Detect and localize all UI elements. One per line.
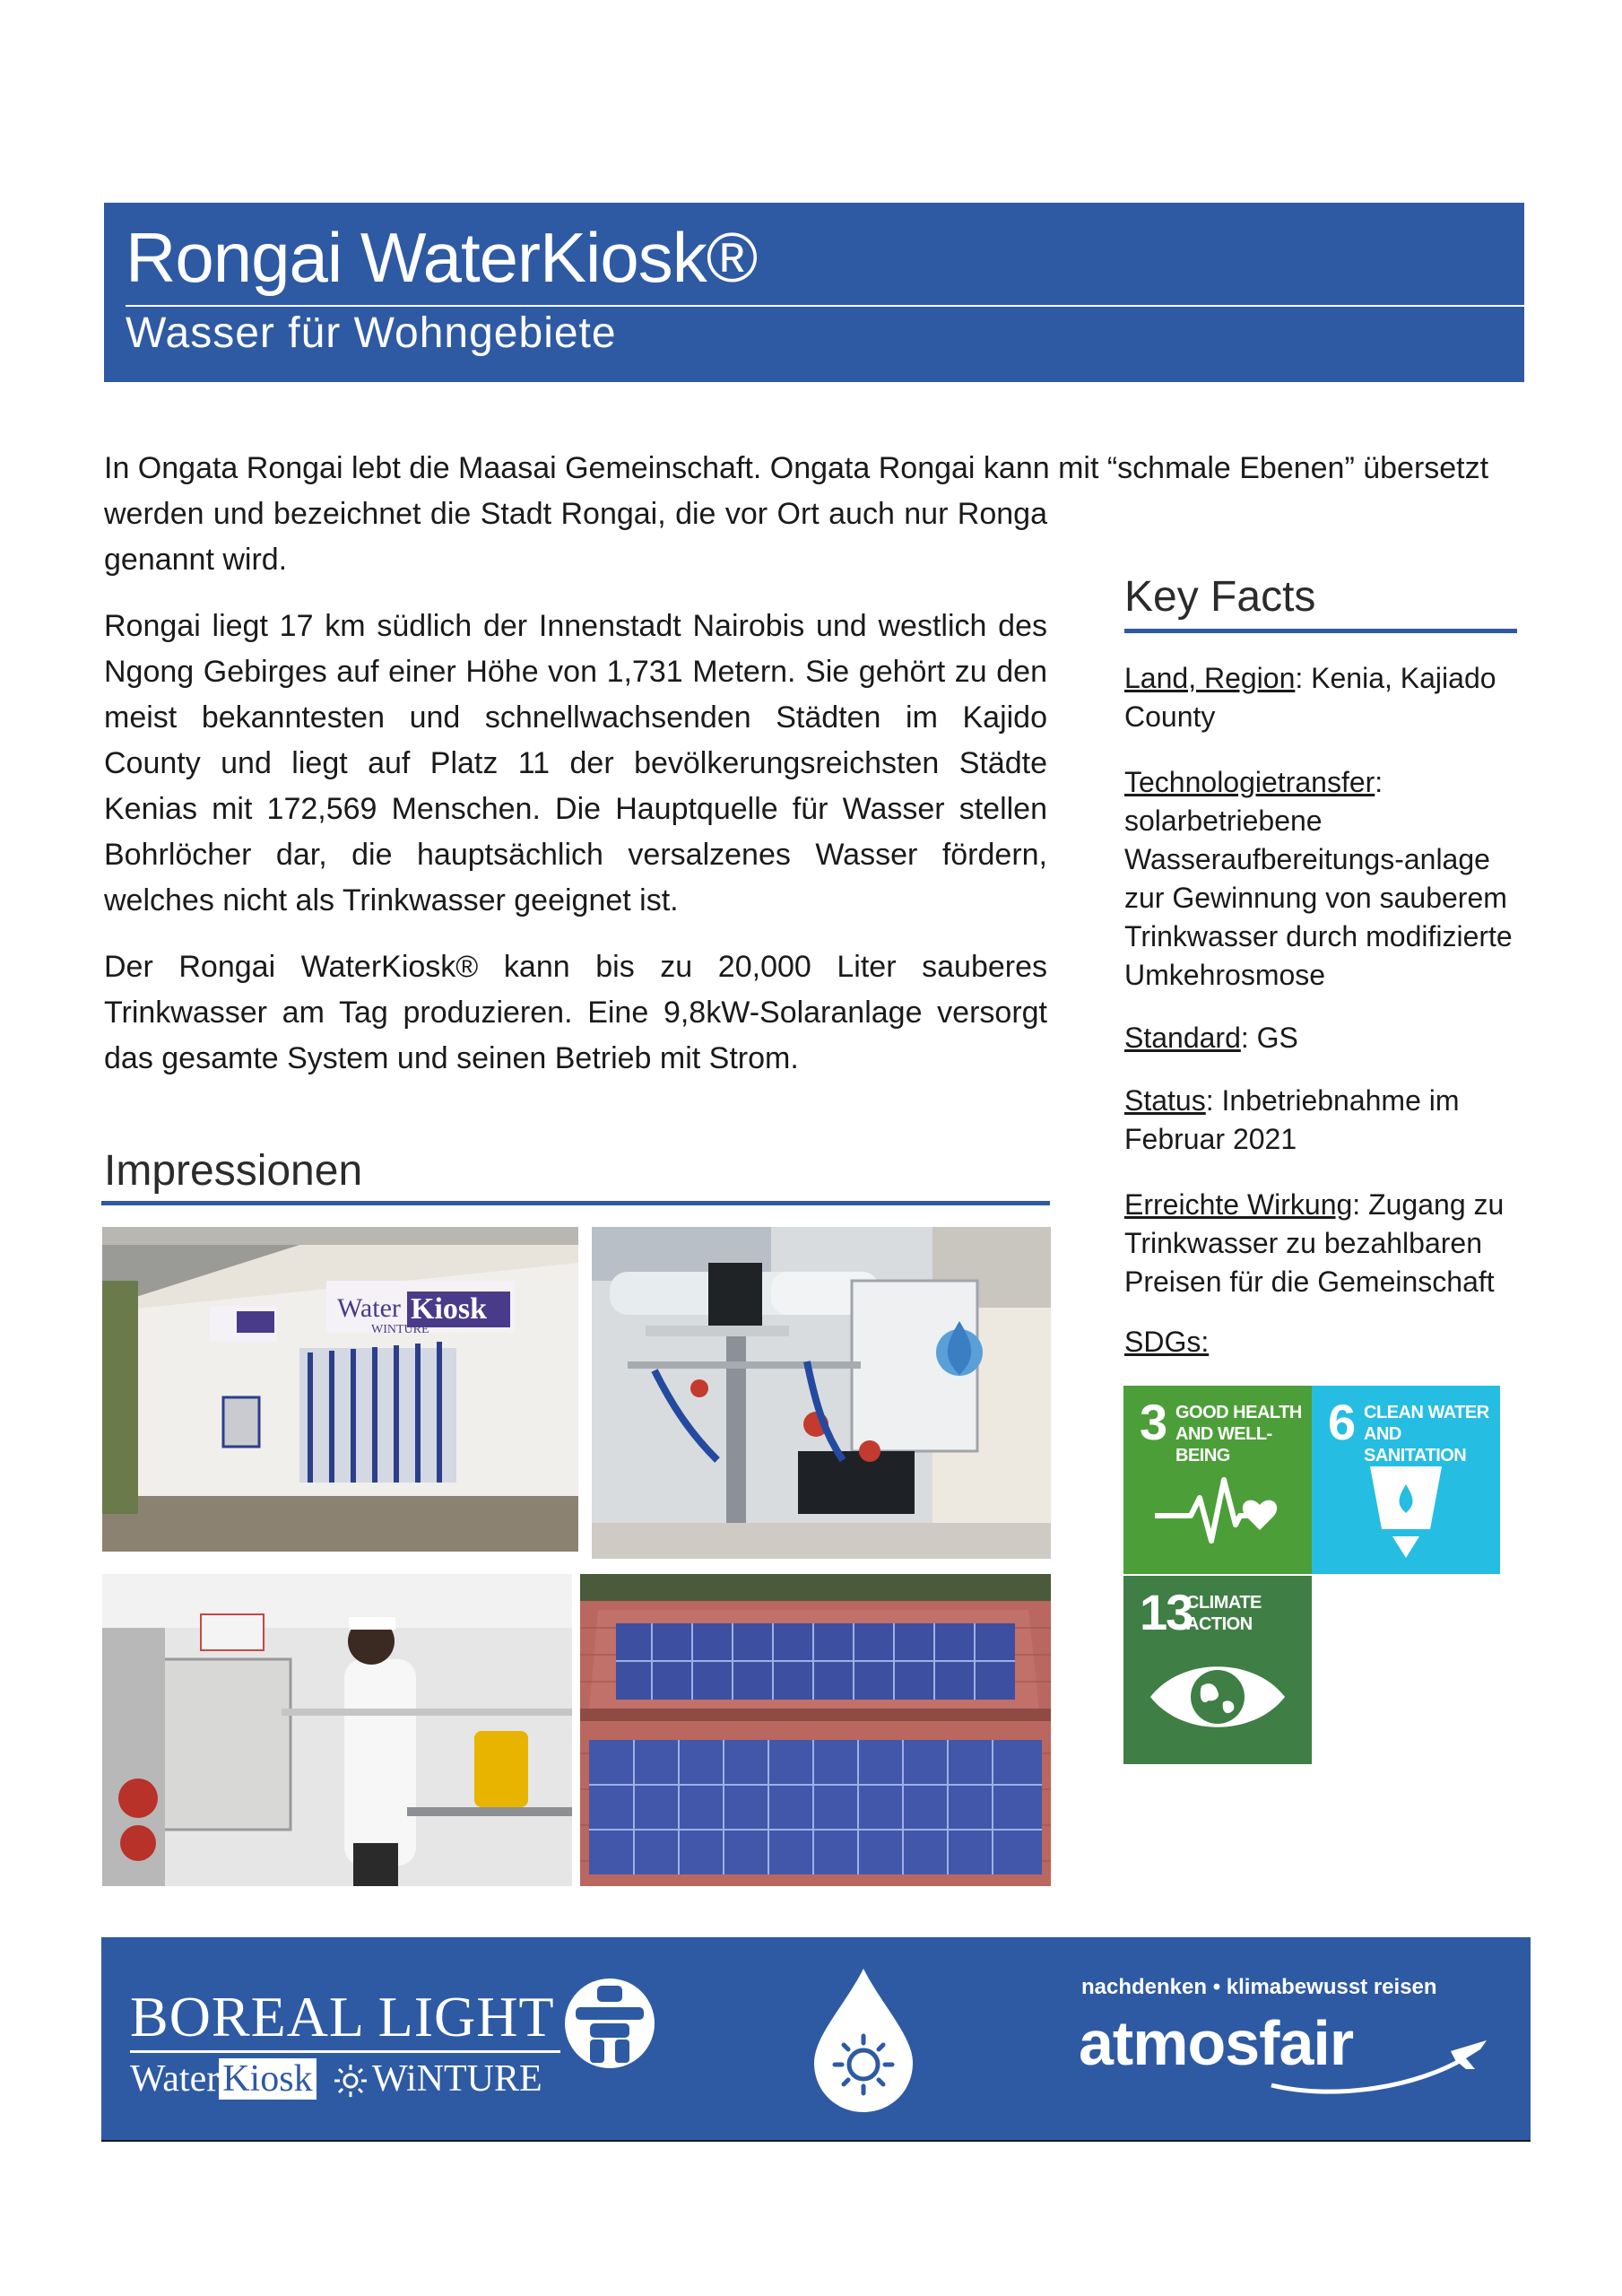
fact-standard [1124,1019,1528,1057]
capacity-paragraph: Der Rongai WaterKiosk® kann bis zu 20,000 Liter sauberes Trinkwasser am Tag produzieren. Eine 9,8kW-Solaranlage versorgt das gesamte System und seinen Betrieb mit Strom. [104,950,1047,1075]
intro-first-line: In Ongata Rongai lebt die Maasai Gemeinschaft. Ongata Rongai kann mit “schmale Ebenen” übersetzt [104,451,1489,485]
sdg-number: 3 [1140,1394,1167,1450]
title-banner [104,203,1524,382]
fact-key: Erreichte Wirkung [1124,1188,1353,1221]
page-title: Rongai WaterKiosk® [126,218,758,297]
sdg-3-good-health-tile [1123,1386,1312,1574]
sun-icon [333,2063,369,2099]
sdg-number: 13 [1140,1584,1193,1640]
water-treatment-equipment-photo [592,1227,1051,1559]
fact-key: Standard [1124,1022,1241,1054]
sdg-label: CLEAN WATER AND SANITATION [1364,1403,1489,1465]
fact-value: : Kenia, Kajiado County [1124,662,1496,733]
eye-globe-icon [1146,1652,1289,1742]
sdg-label: CLIMATE ACTION [1186,1593,1262,1634]
page-subtitle: Wasser für Wohngebiete [126,309,617,357]
sdg-13-climate-action-tile [1123,1576,1312,1764]
boreal-underline [130,2050,560,2053]
fact-country-region [1124,659,1528,736]
boreal-light-logo-text: BOREAL LIGHT [130,1985,555,2048]
inukshuk-icon [563,1971,657,2074]
title-divider [126,305,1524,307]
waterkiosk-logo: WaterKiosk [130,2057,317,2100]
fact-technology-transfer [1124,763,1528,995]
fact-impact [1124,1186,1528,1301]
footer-banner [101,1937,1531,2142]
fact-key: Status [1124,1084,1206,1117]
fact-value: : GS [1240,1022,1298,1054]
atmosfair-tagline: nachdenken • klimabewusst reisen [1081,1975,1437,1999]
key-facts-heading: Key Facts [1124,573,1316,621]
fact-value: : solarbetriebene Wasseraufbereitungs-anlage zur Gewinnung von sauberem Trinkwasser durch modifizierte Umkehrosmose [1124,766,1513,991]
kiosk-sign-kiosk: Kiosk [411,1292,488,1326]
kiosk-sign-water: Water [337,1293,401,1323]
kiosk-building-photo [102,1227,578,1552]
sdg-number: 6 [1328,1394,1355,1450]
fact-value: : Zugang zu Trinkwasser zu bezahlbaren Preisen für die Gemeinschaft [1124,1188,1505,1298]
water-drop-sun-icon [810,1964,917,2117]
heartbeat-icon [1150,1471,1285,1552]
sdgs-label: SDGs: [1124,1326,1210,1358]
footer-bottom-rule [101,2140,1531,2142]
fact-key: Technologietransfer [1124,766,1375,798]
impressions-divider [101,1201,1050,1205]
fact-value: : Inbetriebnahme im Februar 2021 [1124,1084,1460,1155]
kiosk-sign-brand: WINTURE [371,1323,429,1336]
solar-roof-photo [580,1574,1051,1886]
fact-status [1124,1082,1528,1159]
winture-logo-text: WiNTURE [372,2058,542,2100]
sdg-label: GOOD HEALTH AND WELL-BEING [1175,1403,1302,1465]
filling-station-photo [102,1574,572,1886]
impressions-heading: Impressionen [104,1147,363,1195]
fact-key: Land, Region [1124,662,1296,694]
atmosfair-logo-text: atmosfair [1079,2008,1354,2078]
sdg-6-clean-water-tile [1312,1386,1500,1574]
water-glass-icon [1366,1457,1446,1565]
airplane-swoosh-icon [1267,2031,1491,2103]
location-paragraph: Rongai liegt 17 km südlich der Innenstadt Nairobis und westlich des Ngong Gebirges auf einer Höhe von 1,731 Metern. Sie gehört zu den meist bekanntesten und schnellwachsenden Städten im Kajido County und liegt auf Platz 11 der bevölkerungsreichsten Städte Kenias mit 172,569 Menschen. Die Hauptquelle für Wasser stellen Bohrlöcher dar, die hauptsächlich versalzenes Wasser fördern, welches nicht als Trinkwasser geeignet ist. [104,609,1047,918]
intro-paragraph: werden und bezeichnet die Stadt Rongai, die vor Ort auch nur Ronga genannt wird. [104,497,1047,577]
key-facts-divider [1124,629,1517,633]
